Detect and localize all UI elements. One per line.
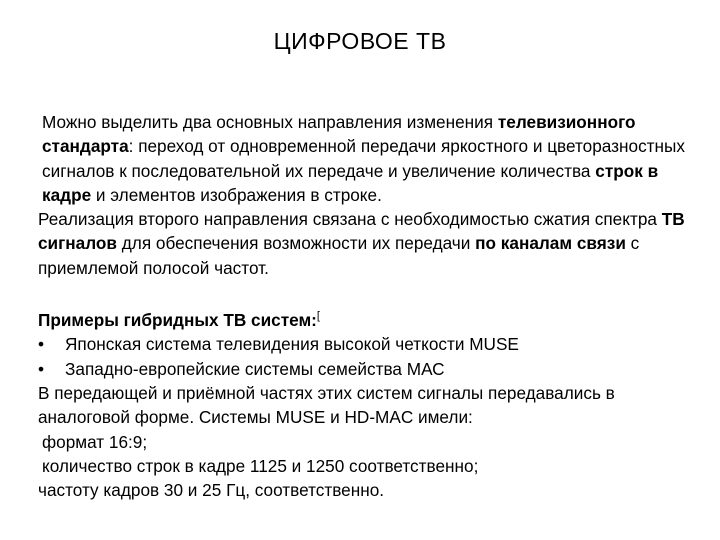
spec-format: формат 16:9; bbox=[42, 431, 148, 452]
slide-title: ЦИФРОВОЕ ТВ bbox=[273, 28, 447, 54]
paragraph-directions bbox=[38, 110, 698, 207]
text-run: и элементов изображения в строке. bbox=[91, 184, 382, 205]
bold-run: ТВ сигналов bbox=[38, 209, 685, 254]
spacer bbox=[38, 280, 698, 304]
bold-run: телевизионного стандарта bbox=[42, 112, 636, 157]
bullet-dot: • bbox=[38, 334, 45, 355]
bold-run: строк в кадре bbox=[42, 160, 659, 205]
text-run: Реализация второго направления связана с необходимостью сжатия спектра bbox=[38, 209, 662, 230]
examples-heading bbox=[38, 304, 698, 332]
bullet-text: Японская система телевидения высокой четкости MUSE bbox=[65, 334, 519, 355]
slide-body bbox=[38, 110, 698, 502]
paragraph-analog: В передающей и приёмной частях этих систем сигналы передавались в аналоговой форме. Системы MUSE и HD-MAC имели: bbox=[38, 382, 615, 428]
text-run: для обеспечения возможности их передачи bbox=[116, 233, 476, 254]
text-run: Можно выделить два основных направления изменения bbox=[42, 112, 498, 132]
text-run: с приемлемой полосой частот. bbox=[38, 233, 640, 278]
bullet-item bbox=[38, 357, 698, 381]
text-marker: [ bbox=[316, 310, 320, 323]
bullet-dot: • bbox=[38, 358, 45, 379]
paragraph-compression bbox=[38, 207, 698, 280]
examples-heading-text: Примеры гибридных ТВ систем: bbox=[38, 310, 317, 331]
spec-frame-rate: частоту кадров 30 и 25 Гц, соответственно. bbox=[38, 480, 385, 501]
bullet-item bbox=[38, 332, 698, 356]
bullet-text: Западно-европейские системы семейства МАС bbox=[65, 358, 445, 379]
spec-lines: количество строк в кадре 1125 и 1250 соответственно; bbox=[42, 455, 479, 476]
bold-run: по каналам связи bbox=[475, 233, 626, 254]
text-run: : переход от одновременной передачи яркостного и цветоразностных сигналов к последовательной их передаче и увеличение количества bbox=[42, 136, 685, 181]
